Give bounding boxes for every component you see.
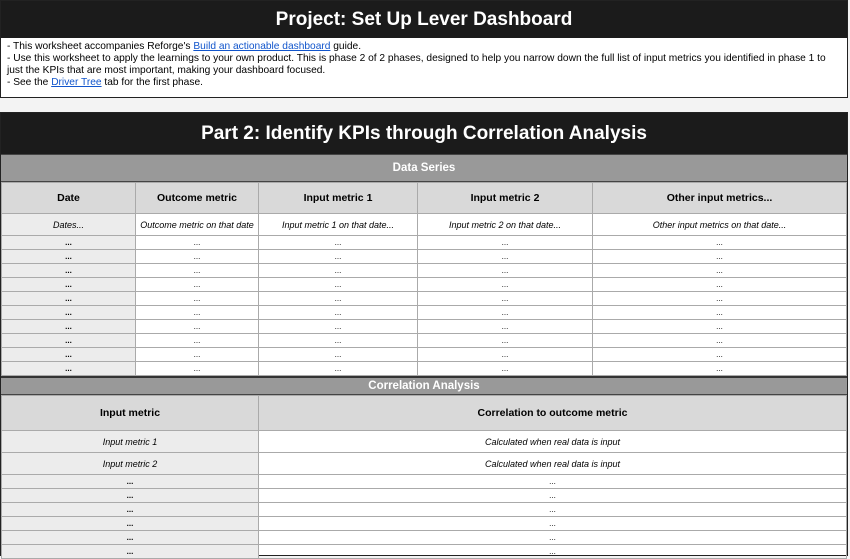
cell[interactable]: ...: [593, 362, 847, 376]
cell[interactable]: ...: [593, 278, 847, 292]
table-row: [2, 236, 847, 250]
cell[interactable]: Calculated when real data is input: [259, 431, 847, 453]
cell[interactable]: ...: [418, 320, 593, 334]
part2-section: [0, 112, 848, 556]
data-series-table: [1, 182, 847, 376]
cell[interactable]: ...: [136, 348, 259, 362]
part2-title: Part 2: Identify KPIs through Correlation Analysis: [1, 113, 847, 154]
cell[interactable]: ...: [2, 250, 136, 264]
cell[interactable]: ...: [418, 236, 593, 250]
description-line-2: - Use this worksheet to apply the learnings to your own product. This is phase 2 of 2 phases, designed to help you narrow down the full list of input metrics you identified in phase 1 to just the KPIs that are most important, making your dashboard focused.: [7, 53, 826, 76]
cell[interactable]: Calculated when real data is input: [259, 453, 847, 475]
project-title: Project: Set Up Lever Dashboard: [1, 1, 847, 38]
cell[interactable]: Input metric 2 on that date...: [418, 214, 593, 236]
project-section: [0, 0, 848, 98]
table-row: [2, 264, 847, 278]
driver-tree-link[interactable]: Driver Tree: [51, 77, 102, 88]
cell[interactable]: ...: [259, 517, 847, 531]
table-row: [2, 489, 847, 503]
header-input-metric-2[interactable]: Input metric 2: [418, 183, 593, 214]
cell[interactable]: ...: [136, 292, 259, 306]
cell[interactable]: Dates...: [2, 214, 136, 236]
cell[interactable]: ...: [136, 250, 259, 264]
cell[interactable]: ...: [259, 278, 418, 292]
cell[interactable]: ...: [136, 320, 259, 334]
description-line-1: [7, 41, 841, 53]
table-row: [2, 306, 847, 320]
cell[interactable]: ...: [593, 236, 847, 250]
cell[interactable]: ...: [259, 348, 418, 362]
table-row: [2, 334, 847, 348]
table-row: [2, 278, 847, 292]
cell[interactable]: ...: [2, 278, 136, 292]
project-description: [1, 38, 847, 89]
cell[interactable]: ...: [259, 236, 418, 250]
table-row: [2, 250, 847, 264]
table-row: [2, 453, 847, 475]
table-row: [2, 475, 847, 489]
cell[interactable]: ...: [259, 489, 847, 503]
line3-text: - See the: [7, 77, 52, 88]
guide-link[interactable]: Build an actionable dashboard: [193, 41, 331, 52]
cell[interactable]: ...: [2, 517, 259, 531]
cell[interactable]: ...: [593, 334, 847, 348]
table-row: [2, 503, 847, 517]
table-row: [2, 348, 847, 362]
line3-suffix: tab for the first phase.: [101, 77, 203, 88]
cell[interactable]: Input metric 1 on that date...: [259, 214, 418, 236]
cell[interactable]: ...: [2, 292, 136, 306]
cell[interactable]: ...: [259, 264, 418, 278]
cell[interactable]: ...: [259, 531, 847, 545]
cell[interactable]: ...: [418, 250, 593, 264]
data-series-header-row: [2, 183, 847, 214]
cell[interactable]: ...: [2, 362, 136, 376]
cell[interactable]: ...: [136, 362, 259, 376]
cell[interactable]: ...: [2, 545, 259, 559]
cell[interactable]: ...: [2, 320, 136, 334]
table-row: [2, 214, 847, 236]
cell[interactable]: Outcome metric on that date: [136, 214, 259, 236]
cell[interactable]: ...: [418, 362, 593, 376]
cell[interactable]: Input metric 1: [2, 431, 259, 453]
description-line-3: [7, 77, 841, 89]
line1-suffix: guide.: [330, 41, 362, 52]
correlation-banner: Correlation Analysis: [1, 376, 847, 395]
cell[interactable]: ...: [259, 320, 418, 334]
cell[interactable]: ...: [2, 475, 259, 489]
cell[interactable]: ...: [136, 264, 259, 278]
table-row: [2, 292, 847, 306]
correlation-header-row: [2, 396, 847, 431]
cell[interactable]: ...: [136, 334, 259, 348]
cell[interactable]: ...: [2, 348, 136, 362]
cell[interactable]: ...: [2, 334, 136, 348]
cell[interactable]: Other input metrics on that date...: [593, 214, 847, 236]
cell[interactable]: ...: [136, 236, 259, 250]
table-row: [2, 362, 847, 376]
cell[interactable]: ...: [593, 292, 847, 306]
line1-text: - This worksheet accompanies Reforge's: [7, 41, 194, 52]
cell[interactable]: Input metric 2: [2, 453, 259, 475]
cell[interactable]: ...: [259, 250, 418, 264]
cell[interactable]: ...: [259, 503, 847, 517]
cell[interactable]: ...: [418, 264, 593, 278]
cell[interactable]: ...: [418, 292, 593, 306]
cell[interactable]: ...: [136, 278, 259, 292]
header-other-input-metrics[interactable]: Other input metrics...: [593, 183, 847, 214]
cell[interactable]: ...: [418, 278, 593, 292]
cell[interactable]: ...: [593, 264, 847, 278]
table-row: [2, 431, 847, 453]
cell[interactable]: ...: [259, 306, 418, 320]
cell[interactable]: ...: [2, 236, 136, 250]
correlation-table: [1, 395, 847, 559]
table-row: [2, 531, 847, 545]
cell[interactable]: ...: [2, 264, 136, 278]
cell[interactable]: ...: [593, 320, 847, 334]
table-row: [2, 545, 847, 559]
table-row: [2, 320, 847, 334]
table-row: [2, 517, 847, 531]
data-series-banner: Data Series: [1, 154, 847, 182]
header-input-metric-1[interactable]: Input metric 1: [259, 183, 418, 214]
cell[interactable]: ...: [418, 334, 593, 348]
cell[interactable]: ...: [259, 545, 847, 559]
cell[interactable]: ...: [259, 334, 418, 348]
cell[interactable]: ...: [2, 531, 259, 545]
cell[interactable]: ...: [593, 348, 847, 362]
cell[interactable]: ...: [136, 306, 259, 320]
cell[interactable]: ...: [2, 306, 136, 320]
cell[interactable]: ...: [259, 362, 418, 376]
cell[interactable]: ...: [259, 475, 847, 489]
cell[interactable]: ...: [2, 503, 259, 517]
header-correlation[interactable]: Correlation to outcome metric: [259, 396, 847, 431]
cell[interactable]: ...: [418, 348, 593, 362]
cell[interactable]: ...: [593, 306, 847, 320]
header-outcome-metric[interactable]: Outcome metric: [136, 183, 259, 214]
cell[interactable]: ...: [2, 489, 259, 503]
cell[interactable]: ...: [259, 292, 418, 306]
cell[interactable]: ...: [418, 306, 593, 320]
header-input-metric[interactable]: Input metric: [2, 396, 259, 431]
cell[interactable]: ...: [593, 250, 847, 264]
header-date[interactable]: Date: [2, 183, 136, 214]
